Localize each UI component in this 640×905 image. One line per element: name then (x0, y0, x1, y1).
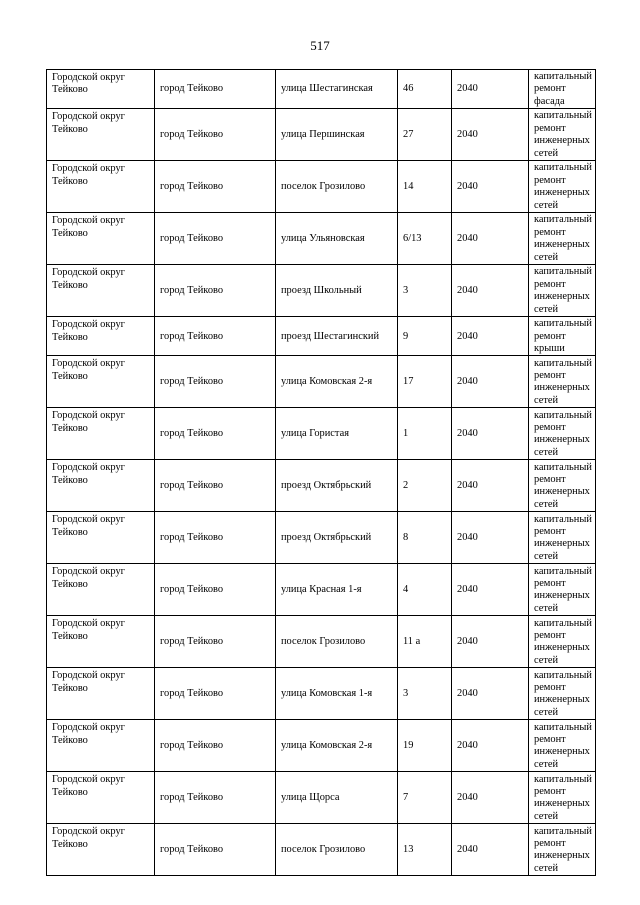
table-row (47, 772, 596, 824)
table-row (47, 564, 596, 616)
cell-year: 2040 (452, 512, 529, 564)
table-row (47, 265, 596, 317)
cell-street: поселок Грозилово (276, 161, 398, 213)
cell-house: 46 (398, 70, 452, 109)
cell-settlement: город Тейково (155, 772, 276, 824)
cell-work-type: капитальный ремонт инженерных сетей (529, 356, 596, 408)
cell-house: 1 (398, 408, 452, 460)
cell-year: 2040 (452, 772, 529, 824)
cell-work-type: капитальный ремонт инженерных сетей (529, 720, 596, 772)
cell-year: 2040 (452, 356, 529, 408)
cell-municipality: Городской округ Тейково (47, 161, 155, 213)
cell-municipality: Городской округ Тейково (47, 213, 155, 265)
cell-settlement: город Тейково (155, 408, 276, 460)
cell-street: улица Щорса (276, 772, 398, 824)
table-row (47, 668, 596, 720)
cell-work-type: капитальный ремонт крыши (529, 317, 596, 356)
cell-house: 8 (398, 512, 452, 564)
cell-municipality: Городской округ Тейково (47, 460, 155, 512)
table-row (47, 512, 596, 564)
cell-work-type: капитальный ремонт инженерных сетей (529, 460, 596, 512)
cell-house: 2 (398, 460, 452, 512)
cell-house: 3 (398, 668, 452, 720)
cell-street: улица Гористая (276, 408, 398, 460)
cell-street: проезд Октябрьский (276, 460, 398, 512)
cell-work-type: капитальный ремонт инженерных сетей (529, 161, 596, 213)
table-row (47, 720, 596, 772)
cell-year: 2040 (452, 720, 529, 772)
cell-street: проезд Шестагинский (276, 317, 398, 356)
table-row (47, 70, 596, 109)
table-row (47, 317, 596, 356)
cell-settlement: город Тейково (155, 161, 276, 213)
cell-settlement: город Тейково (155, 824, 276, 876)
cell-work-type: капитальный ремонт инженерных сетей (529, 265, 596, 317)
cell-municipality: Городской округ Тейково (47, 616, 155, 668)
cell-settlement: город Тейково (155, 512, 276, 564)
cell-settlement: город Тейково (155, 356, 276, 408)
cell-municipality: Городской округ Тейково (47, 317, 155, 356)
housing-repair-table (46, 69, 596, 876)
cell-house: 9 (398, 317, 452, 356)
cell-work-type: капитальный ремонт инженерных сетей (529, 616, 596, 668)
table-row (47, 460, 596, 512)
page-number: 517 (310, 38, 330, 53)
cell-street: улица Шестагинская (276, 70, 398, 109)
table-row (47, 408, 596, 460)
cell-settlement: город Тейково (155, 720, 276, 772)
cell-street: улица Красная 1-я (276, 564, 398, 616)
cell-year: 2040 (452, 824, 529, 876)
cell-year: 2040 (452, 408, 529, 460)
cell-house: 27 (398, 109, 452, 161)
cell-year: 2040 (452, 616, 529, 668)
cell-house: 11 а (398, 616, 452, 668)
cell-settlement: город Тейково (155, 616, 276, 668)
cell-year: 2040 (452, 109, 529, 161)
cell-street: поселок Грозилово (276, 824, 398, 876)
cell-work-type: капитальный ремонт инженерных сетей (529, 109, 596, 161)
cell-municipality: Городской округ Тейково (47, 70, 155, 109)
cell-municipality: Городской округ Тейково (47, 772, 155, 824)
cell-house: 14 (398, 161, 452, 213)
cell-street: улица Ульяновская (276, 213, 398, 265)
cell-street: улица Комовская 2-я (276, 720, 398, 772)
cell-year: 2040 (452, 460, 529, 512)
table-row (47, 824, 596, 876)
cell-work-type: капитальный ремонт инженерных сетей (529, 408, 596, 460)
cell-settlement: город Тейково (155, 460, 276, 512)
cell-settlement: город Тейково (155, 70, 276, 109)
cell-municipality: Городской округ Тейково (47, 720, 155, 772)
cell-municipality: Городской округ Тейково (47, 265, 155, 317)
cell-settlement: город Тейково (155, 317, 276, 356)
table-row (47, 213, 596, 265)
table-row (47, 109, 596, 161)
cell-settlement: город Тейково (155, 265, 276, 317)
cell-street: улица Комовская 1-я (276, 668, 398, 720)
cell-street: проезд Октябрьский (276, 512, 398, 564)
cell-year: 2040 (452, 564, 529, 616)
cell-house: 6/13 (398, 213, 452, 265)
cell-house: 19 (398, 720, 452, 772)
table-row (47, 356, 596, 408)
cell-municipality: Городской округ Тейково (47, 408, 155, 460)
cell-work-type: капитальный ремонт инженерных сетей (529, 824, 596, 876)
cell-year: 2040 (452, 668, 529, 720)
cell-work-type: капитальный ремонт инженерных сетей (529, 668, 596, 720)
cell-settlement: город Тейково (155, 109, 276, 161)
cell-municipality: Городской округ Тейково (47, 512, 155, 564)
cell-municipality: Городской округ Тейково (47, 109, 155, 161)
cell-settlement: город Тейково (155, 668, 276, 720)
cell-municipality: Городской округ Тейково (47, 824, 155, 876)
cell-work-type: капитальный ремонт инженерных сетей (529, 772, 596, 824)
cell-work-type: капитальный ремонт инженерных сетей (529, 512, 596, 564)
cell-settlement: город Тейково (155, 564, 276, 616)
cell-year: 2040 (452, 213, 529, 265)
cell-street: улица Першинская (276, 109, 398, 161)
cell-municipality: Городской округ Тейково (47, 668, 155, 720)
cell-street: поселок Грозилово (276, 616, 398, 668)
table-row (47, 161, 596, 213)
cell-municipality: Городской округ Тейково (47, 356, 155, 408)
cell-work-type: капитальный ремонт инженерных сетей (529, 564, 596, 616)
cell-house: 13 (398, 824, 452, 876)
cell-year: 2040 (452, 317, 529, 356)
cell-street: улица Комовская 2-я (276, 356, 398, 408)
cell-year: 2040 (452, 161, 529, 213)
cell-year: 2040 (452, 70, 529, 109)
cell-work-type: капитальный ремонт инженерных сетей (529, 213, 596, 265)
cell-house: 3 (398, 265, 452, 317)
cell-work-type: капитальный ремонт фасада (529, 70, 596, 109)
cell-house: 7 (398, 772, 452, 824)
cell-house: 4 (398, 564, 452, 616)
cell-municipality: Городской округ Тейково (47, 564, 155, 616)
cell-street: проезд Школьный (276, 265, 398, 317)
cell-house: 17 (398, 356, 452, 408)
cell-year: 2040 (452, 265, 529, 317)
table-row (47, 616, 596, 668)
cell-settlement: город Тейково (155, 213, 276, 265)
